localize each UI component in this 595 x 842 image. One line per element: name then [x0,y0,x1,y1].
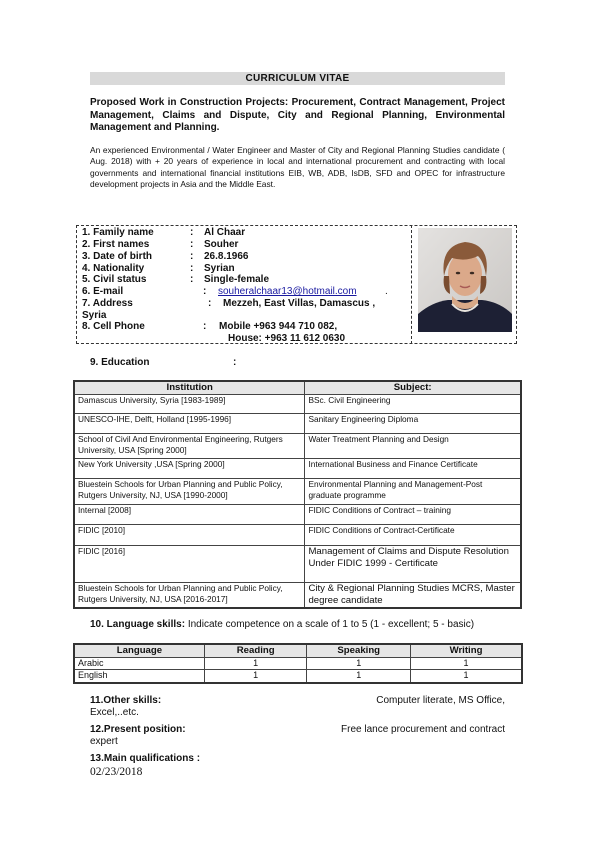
language-header-row: Language Reading Speaking Writing [74,644,522,657]
first-names-value: Souher [204,239,239,250]
main-qualifications-section: 13.Main qualifications : [90,753,201,764]
table-row: UNESCO-IHE, Delft, Holland [1995-1996] Sanitary Engineering Diploma [74,414,521,434]
personal-info: 1. Family name : Al Chaar 2. First names : Souher 3. Date of birth : 26.8.1966 4. Nationality : Syrian 5. Civil status : Single-female 6. E-mail : souheralchaar13@hotmail.com . 7. Address : Mezzeh, East Villas, Damascus , Syria 8. Cell Phone : Mobile +963 944 710 082, House: +963 11 612 0630 [82,227,388,344]
address-value: Mezzeh, East Villas, Damascus , [223,298,376,309]
language-skills-heading: 10. Language skills: Indicate competence on a scale of 1 to 5 (1 - excellent; 5 - basic) [90,619,475,630]
profile-summary: An experienced Environmental / Water Engineer and Master of City and Regional Planning Studies candidate ( Aug. 2018) with + 20 years of experience in local and international procurement and contracting with local governments and international financial institutions EIB, WB, ADB, IsDB, SFD and OPEC for infrastructure development projects in Asia and the Middle East. [90,145,505,190]
education-table [73,380,522,609]
civil-status-value: Single-female [204,274,270,285]
table-row: Bluestein Schools for Urban Planning and Public Policy, Rutgers University, NJ, USA [1990-2000] Environmental Planning and Management-Post graduate programme [74,479,521,505]
table-row: Arabic 1 1 1 [74,657,522,670]
mobile-value: Mobile +963 944 710 082, [219,321,338,332]
table-row: New York University ,USA [Spring 2000] International Business and Finance Certificate [74,459,521,479]
table-row: School of Civil And Environmental Engineering, Rutgers University, USA [Spring 2000] Water Treatment Planning and Design [74,434,521,459]
table-row: Internal [2008] FIDIC Conditions of Contract – training [74,505,521,525]
house-phone-value: House: +963 11 612 0630 [228,333,346,344]
subject-header: Subject: [305,381,521,395]
table-row: English 1 1 1 [74,670,522,683]
document-title [90,72,505,85]
portrait-image [418,228,512,332]
other-skills-section: 11.Other skills: Computer literate, MS Office, Excel,..etc. [90,695,505,718]
education-heading: 9. Education : [90,357,237,368]
info-divider [411,225,412,344]
present-position-section: 12.Present position: Free lance procurement and contract expert [90,724,505,747]
profile-photo [418,228,512,332]
family-name-value: Al Chaar [204,227,246,238]
institution-header: Institution [74,381,305,395]
education-header-row [74,381,521,395]
dob-value: 26.8.1966 [204,251,249,262]
document-date: 02/23/2018 [90,766,143,778]
title-text: CURRICULUM VITAE [245,73,350,84]
proposed-work: Proposed Work in Construction Projects: Procurement, Contract Management, Project Management, Claims and Dispute, City and Regional Planning, Environmental Management and Planning. [90,97,505,133]
table-row: Bluestein Schools for Urban Planning and Public Policy, Rutgers University, NJ, USA [2016-2017] City & Regional Planning Studies MCRS, Master degree candidate [74,583,521,609]
language-table [73,643,523,684]
table-row: FIDIC [2016] Management of Claims and Dispute Resolution Under FIDIC 1999 - Certificate [74,546,521,583]
email-link[interactable]: souheralchaar13@hotmail.com [218,286,357,297]
nationality-value: Syrian [204,263,235,274]
table-row: FIDIC [2010] FIDIC Conditions of Contract-Certificate [74,525,521,546]
table-row: Damascus University, Syria [1983-1989] BSc. Civil Engineering [74,395,521,414]
